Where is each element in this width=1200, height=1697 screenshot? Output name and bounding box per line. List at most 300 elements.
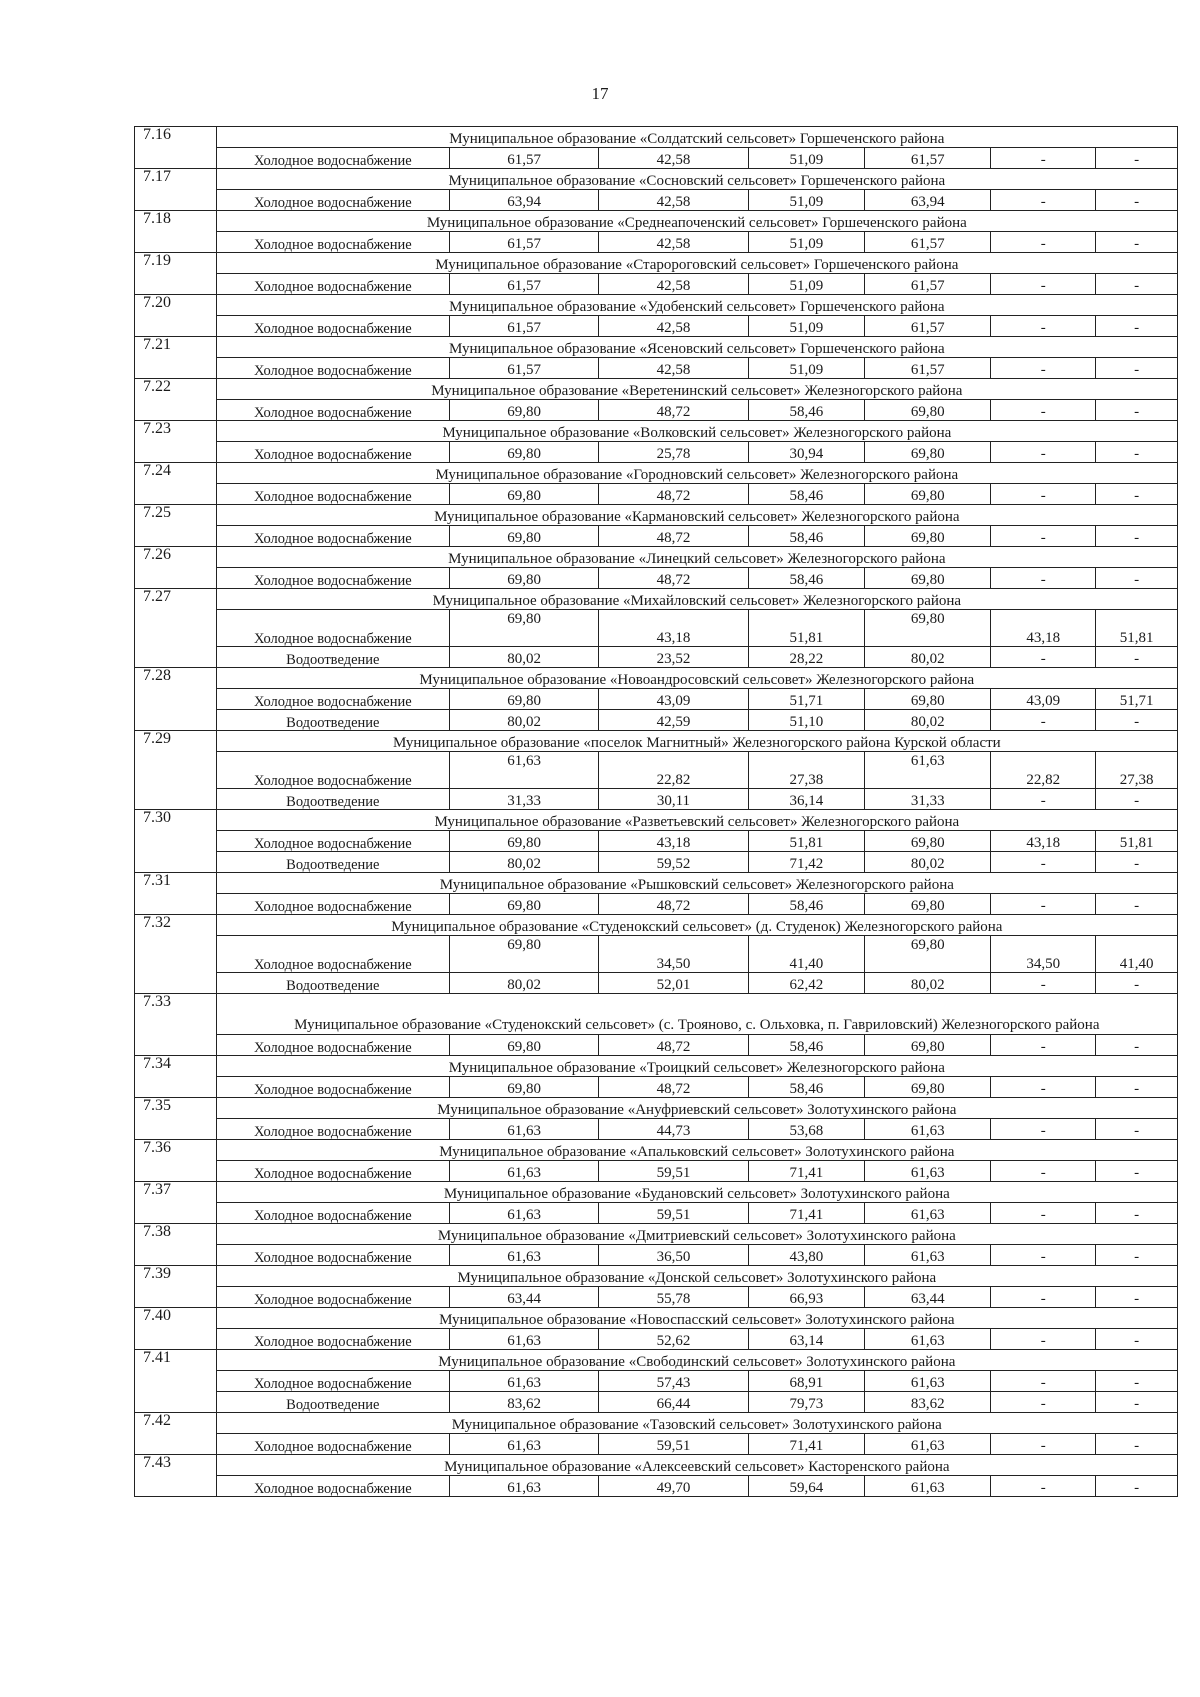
service-row bbox=[135, 190, 1178, 211]
municipality-name: Муниципальное образование «поселок Магнитный» Железногорского района Курской области bbox=[216, 731, 1177, 752]
tariff-value-v4: 69,80 bbox=[865, 1035, 991, 1056]
tariff-value-v5: - bbox=[991, 274, 1096, 295]
tariff-value-v5: 43,18 bbox=[991, 610, 1096, 647]
tariff-value-v4: 80,02 bbox=[865, 647, 991, 668]
tariff-value-v6: - bbox=[1096, 789, 1178, 810]
tariff-value-v5: - bbox=[991, 1161, 1096, 1182]
tariff-value-v1: 61,63 bbox=[449, 1371, 598, 1392]
tariff-value-v4: 61,57 bbox=[865, 148, 991, 169]
tariff-value-v1: 80,02 bbox=[449, 710, 598, 731]
municipality-name: Муниципальное образование «Удобенский сельсовет» Горшеченского района bbox=[216, 295, 1177, 316]
service-name: Водоотведение bbox=[216, 973, 449, 994]
service-row bbox=[135, 852, 1178, 873]
municipality-row bbox=[135, 337, 1178, 358]
tariff-value-v4: 61,57 bbox=[865, 274, 991, 295]
municipality-name: Муниципальное образование «Новоспасский сельсовет» Золотухинского района bbox=[216, 1308, 1177, 1329]
service-name: Холодное водоснабжение bbox=[216, 1434, 449, 1455]
service-name: Холодное водоснабжение bbox=[216, 689, 449, 710]
municipality-row bbox=[135, 1056, 1178, 1077]
tariff-value-v2: 25,78 bbox=[599, 442, 748, 463]
service-row bbox=[135, 1035, 1178, 1056]
tariff-value-v6: - bbox=[1096, 1245, 1178, 1266]
service-name: Холодное водоснабжение bbox=[216, 1371, 449, 1392]
tariff-value-v5: - bbox=[991, 148, 1096, 169]
service-name: Холодное водоснабжение bbox=[216, 831, 449, 852]
row-code: 7.24 bbox=[135, 463, 217, 505]
tariff-value-v1: 61,63 bbox=[449, 1119, 598, 1140]
tariff-value-v4: 61,63 bbox=[865, 1434, 991, 1455]
tariff-value-v3: 41,40 bbox=[748, 936, 865, 973]
service-name: Холодное водоснабжение bbox=[216, 148, 449, 169]
municipality-row bbox=[135, 127, 1178, 148]
tariff-value-v5: - bbox=[991, 1119, 1096, 1140]
row-code: 7.16 bbox=[135, 127, 217, 169]
tariff-value-v4: 61,57 bbox=[865, 358, 991, 379]
tariff-value-v3: 79,73 bbox=[748, 1392, 865, 1413]
service-row bbox=[135, 358, 1178, 379]
row-code: 7.19 bbox=[135, 253, 217, 295]
service-row bbox=[135, 973, 1178, 994]
service-row bbox=[135, 936, 1178, 973]
tariff-value-v2: 42,58 bbox=[599, 358, 748, 379]
tariff-value-v6: 41,40 bbox=[1096, 936, 1178, 973]
tariff-value-v5: - bbox=[991, 852, 1096, 873]
municipality-row bbox=[135, 1098, 1178, 1119]
tariff-value-v3: 51,09 bbox=[748, 274, 865, 295]
tariff-value-v1: 61,63 bbox=[449, 1245, 598, 1266]
municipality-row bbox=[135, 1455, 1178, 1476]
municipality-name: Муниципальное образование «Рышковский сельсовет» Железногорского района bbox=[216, 873, 1177, 894]
service-row bbox=[135, 789, 1178, 810]
tariff-value-v6: - bbox=[1096, 526, 1178, 547]
municipality-row bbox=[135, 1140, 1178, 1161]
tariff-value-v4: 69,80 bbox=[865, 689, 991, 710]
tariff-value-v5: - bbox=[991, 232, 1096, 253]
tariff-value-v5: - bbox=[991, 1434, 1096, 1455]
tariff-value-v4: 63,44 bbox=[865, 1287, 991, 1308]
tariff-value-v1: 69,80 bbox=[449, 484, 598, 505]
municipality-name: Муниципальное образование «Новоандросовский сельсовет» Железногорского района bbox=[216, 668, 1177, 689]
tariff-value-v6: - bbox=[1096, 1392, 1178, 1413]
municipality-row bbox=[135, 589, 1178, 610]
service-row bbox=[135, 689, 1178, 710]
row-code: 7.20 bbox=[135, 295, 217, 337]
page-number: 17 bbox=[591, 84, 609, 103]
row-code: 7.26 bbox=[135, 547, 217, 589]
service-row bbox=[135, 1119, 1178, 1140]
service-row bbox=[135, 1203, 1178, 1224]
tariff-value-v5: 34,50 bbox=[991, 936, 1096, 973]
tariff-value-v3: 71,41 bbox=[748, 1434, 865, 1455]
service-name: Холодное водоснабжение bbox=[216, 1287, 449, 1308]
tariff-value-v4: 61,57 bbox=[865, 316, 991, 337]
tariff-value-v5: 43,09 bbox=[991, 689, 1096, 710]
tariff-value-v4: 69,80 bbox=[865, 526, 991, 547]
tariff-value-v1: 69,80 bbox=[449, 894, 598, 915]
tariff-value-v6: - bbox=[1096, 232, 1178, 253]
municipality-row bbox=[135, 1224, 1178, 1245]
service-name: Холодное водоснабжение bbox=[216, 936, 449, 973]
tariff-value-v2: 43,18 bbox=[599, 610, 748, 647]
tariff-value-v5: 43,18 bbox=[991, 831, 1096, 852]
tariff-value-v4: 69,80 bbox=[865, 568, 991, 589]
row-code: 7.17 bbox=[135, 169, 217, 211]
tariff-value-v2: 22,82 bbox=[599, 752, 748, 789]
tariff-value-v3: 71,42 bbox=[748, 852, 865, 873]
row-code: 7.18 bbox=[135, 211, 217, 253]
tariff-value-v5: - bbox=[991, 358, 1096, 379]
tariff-value-v4: 69,80 bbox=[865, 442, 991, 463]
tariff-value-v6: - bbox=[1096, 710, 1178, 731]
service-name: Холодное водоснабжение bbox=[216, 358, 449, 379]
tariff-value-v6: - bbox=[1096, 1077, 1178, 1098]
tariff-value-v1: 83,62 bbox=[449, 1392, 598, 1413]
table-body bbox=[135, 127, 1178, 1497]
tariff-value-v5: - bbox=[991, 710, 1096, 731]
tariff-value-v6: - bbox=[1096, 442, 1178, 463]
tariff-value-v1: 61,63 bbox=[449, 752, 598, 789]
service-row bbox=[135, 568, 1178, 589]
municipality-name: Муниципальное образование «Апальковский сельсовет» Золотухинского района bbox=[216, 1140, 1177, 1161]
municipality-row bbox=[135, 994, 1178, 1035]
tariff-value-v6: - bbox=[1096, 1203, 1178, 1224]
municipality-name: Муниципальное образование «Ясеновский сельсовет» Горшеченского района bbox=[216, 337, 1177, 358]
tariff-value-v1: 61,57 bbox=[449, 148, 598, 169]
municipality-name: Муниципальное образование «Разветьевский сельсовет» Железногорского района bbox=[216, 810, 1177, 831]
tariff-value-v3: 51,09 bbox=[748, 232, 865, 253]
service-row bbox=[135, 1245, 1178, 1266]
tariff-value-v3: 51,10 bbox=[748, 710, 865, 731]
tariff-value-v3: 58,46 bbox=[748, 1035, 865, 1056]
service-row bbox=[135, 1476, 1178, 1497]
service-name: Холодное водоснабжение bbox=[216, 1329, 449, 1350]
tariff-value-v3: 58,46 bbox=[748, 894, 865, 915]
service-row bbox=[135, 316, 1178, 337]
tariff-value-v5: - bbox=[991, 973, 1096, 994]
tariff-value-v1: 61,57 bbox=[449, 358, 598, 379]
tariff-value-v3: 59,64 bbox=[748, 1476, 865, 1497]
tariff-value-v1: 80,02 bbox=[449, 973, 598, 994]
tariff-value-v1: 61,57 bbox=[449, 232, 598, 253]
tariff-value-v6: - bbox=[1096, 973, 1178, 994]
municipality-row bbox=[135, 1350, 1178, 1371]
service-name: Холодное водоснабжение bbox=[216, 526, 449, 547]
row-code: 7.39 bbox=[135, 1266, 217, 1308]
tariff-value-v2: 52,01 bbox=[599, 973, 748, 994]
service-row bbox=[135, 1329, 1178, 1350]
row-code: 7.22 bbox=[135, 379, 217, 421]
service-name: Холодное водоснабжение bbox=[216, 1476, 449, 1497]
row-code: 7.28 bbox=[135, 668, 217, 731]
municipality-name: Муниципальное образование «Михайловский сельсовет» Железногорского района bbox=[216, 589, 1177, 610]
tariff-value-v4: 80,02 bbox=[865, 852, 991, 873]
service-name: Водоотведение bbox=[216, 647, 449, 668]
tariff-value-v4: 61,63 bbox=[865, 1371, 991, 1392]
tariff-value-v4: 69,80 bbox=[865, 484, 991, 505]
tariff-value-v1: 69,80 bbox=[449, 400, 598, 421]
municipality-row bbox=[135, 873, 1178, 894]
tariff-value-v3: 58,46 bbox=[748, 526, 865, 547]
row-code: 7.27 bbox=[135, 589, 217, 668]
tariff-value-v5: - bbox=[991, 484, 1096, 505]
service-row bbox=[135, 526, 1178, 547]
tariff-value-v6: 51,81 bbox=[1096, 610, 1178, 647]
service-name: Холодное водоснабжение bbox=[216, 610, 449, 647]
tariff-value-v5: - bbox=[991, 894, 1096, 915]
tariff-value-v5: - bbox=[991, 647, 1096, 668]
municipality-row bbox=[135, 1308, 1178, 1329]
service-row bbox=[135, 894, 1178, 915]
municipality-name: Муниципальное образование «Сосновский сельсовет» Горшеченского района bbox=[216, 169, 1177, 190]
tariff-value-v3: 58,46 bbox=[748, 400, 865, 421]
service-row bbox=[135, 1077, 1178, 1098]
service-name: Водоотведение bbox=[216, 710, 449, 731]
row-code: 7.41 bbox=[135, 1350, 217, 1413]
tariff-value-v5: - bbox=[991, 1203, 1096, 1224]
service-row bbox=[135, 1287, 1178, 1308]
tariff-value-v2: 42,58 bbox=[599, 316, 748, 337]
tariff-value-v2: 59,52 bbox=[599, 852, 748, 873]
municipality-name: Муниципальное образование «Троицкий сельсовет» Железногорского района bbox=[216, 1056, 1177, 1077]
service-name: Водоотведение bbox=[216, 852, 449, 873]
tariff-value-v4: 61,63 bbox=[865, 752, 991, 789]
municipality-row bbox=[135, 1182, 1178, 1203]
tariff-value-v6: - bbox=[1096, 1161, 1178, 1182]
service-row bbox=[135, 610, 1178, 647]
municipality-row bbox=[135, 1266, 1178, 1287]
tariff-value-v6: - bbox=[1096, 1371, 1178, 1392]
tariff-value-v6: - bbox=[1096, 647, 1178, 668]
service-row bbox=[135, 274, 1178, 295]
municipality-name: Муниципальное образование «Студенокский сельсовет» (с. Трояново, с. Ольховка, п. Гавриловский) Железногорского района bbox=[216, 994, 1177, 1035]
municipality-name: Муниципальное образование «Дмитриевский сельсовет» Золотухинского района bbox=[216, 1224, 1177, 1245]
tariff-value-v3: 51,09 bbox=[748, 358, 865, 379]
tariff-value-v1: 69,80 bbox=[449, 568, 598, 589]
tariff-value-v3: 51,71 bbox=[748, 689, 865, 710]
tariff-value-v1: 80,02 bbox=[449, 647, 598, 668]
tariff-value-v4: 69,80 bbox=[865, 894, 991, 915]
tariff-value-v3: 71,41 bbox=[748, 1161, 865, 1182]
tariff-value-v3: 58,46 bbox=[748, 1077, 865, 1098]
tariff-value-v3: 71,41 bbox=[748, 1203, 865, 1224]
tariff-value-v1: 69,80 bbox=[449, 526, 598, 547]
municipality-name: Муниципальное образование «Тазовский сельсовет» Золотухинского района bbox=[216, 1413, 1177, 1434]
row-code: 7.34 bbox=[135, 1056, 217, 1098]
tariff-value-v1: 61,63 bbox=[449, 1476, 598, 1497]
tariff-value-v4: 80,02 bbox=[865, 710, 991, 731]
tariff-value-v1: 69,80 bbox=[449, 1035, 598, 1056]
tariff-value-v2: 42,58 bbox=[599, 274, 748, 295]
service-name: Холодное водоснабжение bbox=[216, 484, 449, 505]
row-code: 7.33 bbox=[135, 994, 217, 1056]
tariff-value-v5: - bbox=[991, 400, 1096, 421]
service-name: Холодное водоснабжение bbox=[216, 232, 449, 253]
tariff-value-v3: 43,80 bbox=[748, 1245, 865, 1266]
tariff-value-v1: 69,80 bbox=[449, 610, 598, 647]
service-row bbox=[135, 442, 1178, 463]
municipality-name: Муниципальное образование «Солдатский сельсовет» Горшеченского района bbox=[216, 127, 1177, 148]
tariff-value-v4: 61,63 bbox=[865, 1476, 991, 1497]
municipality-name: Муниципальное образование «Городновский сельсовет» Железногорского района bbox=[216, 463, 1177, 484]
municipality-row bbox=[135, 379, 1178, 400]
tariff-value-v6: - bbox=[1096, 484, 1178, 505]
service-name: Холодное водоснабжение bbox=[216, 442, 449, 463]
tariff-value-v2: 52,62 bbox=[599, 1329, 748, 1350]
service-row bbox=[135, 400, 1178, 421]
tariff-table bbox=[134, 126, 1178, 1497]
tariff-value-v5: - bbox=[991, 316, 1096, 337]
tariff-value-v5: - bbox=[991, 1371, 1096, 1392]
service-name: Холодное водоснабжение bbox=[216, 752, 449, 789]
municipality-name: Муниципальное образование «Кармановский сельсовет» Железногорского района bbox=[216, 505, 1177, 526]
tariff-value-v4: 69,80 bbox=[865, 400, 991, 421]
tariff-value-v2: 57,43 bbox=[599, 1371, 748, 1392]
row-code: 7.30 bbox=[135, 810, 217, 873]
tariff-value-v2: 59,51 bbox=[599, 1203, 748, 1224]
tariff-value-v2: 48,72 bbox=[599, 894, 748, 915]
tariff-value-v3: 27,38 bbox=[748, 752, 865, 789]
tariff-value-v1: 61,63 bbox=[449, 1203, 598, 1224]
service-name: Холодное водоснабжение bbox=[216, 1077, 449, 1098]
tariff-value-v6: - bbox=[1096, 358, 1178, 379]
municipality-name: Муниципальное образование «Волковский сельсовет» Железногорского района bbox=[216, 421, 1177, 442]
municipality-name: Муниципальное образование «Ануфриевский сельсовет» Золотухинского района bbox=[216, 1098, 1177, 1119]
service-row bbox=[135, 831, 1178, 852]
service-name: Холодное водоснабжение bbox=[216, 1161, 449, 1182]
service-row bbox=[135, 1371, 1178, 1392]
service-name: Холодное водоснабжение bbox=[216, 1035, 449, 1056]
service-name: Холодное водоснабжение bbox=[216, 568, 449, 589]
tariff-value-v6: 51,71 bbox=[1096, 689, 1178, 710]
tariff-value-v2: 66,44 bbox=[599, 1392, 748, 1413]
municipality-row bbox=[135, 547, 1178, 568]
tariff-value-v6: 27,38 bbox=[1096, 752, 1178, 789]
municipality-name: Муниципальное образование «Среднеапоченский сельсовет» Горшеченского района bbox=[216, 211, 1177, 232]
tariff-value-v5: 22,82 bbox=[991, 752, 1096, 789]
tariff-value-v6: - bbox=[1096, 1329, 1178, 1350]
tariff-value-v5: - bbox=[991, 526, 1096, 547]
municipality-name: Муниципальное образование «Будановский сельсовет» Золотухинского района bbox=[216, 1182, 1177, 1203]
tariff-value-v6: - bbox=[1096, 894, 1178, 915]
tariff-value-v6: - bbox=[1096, 1119, 1178, 1140]
service-row bbox=[135, 232, 1178, 253]
row-code: 7.29 bbox=[135, 731, 217, 810]
tariff-value-v3: 62,42 bbox=[748, 973, 865, 994]
tariff-value-v4: 80,02 bbox=[865, 973, 991, 994]
municipality-row bbox=[135, 810, 1178, 831]
tariff-value-v6: - bbox=[1096, 1434, 1178, 1455]
tariff-value-v2: 43,18 bbox=[599, 831, 748, 852]
tariff-value-v4: 69,80 bbox=[865, 1077, 991, 1098]
municipality-name: Муниципальное образование «Алексеевский сельсовет» Касторенского района bbox=[216, 1455, 1177, 1476]
tariff-value-v2: 44,73 bbox=[599, 1119, 748, 1140]
tariff-value-v5: - bbox=[991, 1077, 1096, 1098]
tariff-value-v5: - bbox=[991, 1329, 1096, 1350]
municipality-name: Муниципальное образование «Свободинский сельсовет» Золотухинского района bbox=[216, 1350, 1177, 1371]
tariff-value-v6: - bbox=[1096, 190, 1178, 211]
tariff-value-v1: 69,80 bbox=[449, 831, 598, 852]
tariff-value-v3: 51,81 bbox=[748, 831, 865, 852]
tariff-value-v1: 61,63 bbox=[449, 1434, 598, 1455]
tariff-value-v2: 48,72 bbox=[599, 484, 748, 505]
tariff-value-v4: 69,80 bbox=[865, 831, 991, 852]
tariff-value-v1: 63,44 bbox=[449, 1287, 598, 1308]
tariff-value-v3: 51,09 bbox=[748, 190, 865, 211]
tariff-value-v4: 61,63 bbox=[865, 1161, 991, 1182]
service-name: Холодное водоснабжение bbox=[216, 400, 449, 421]
row-code: 7.32 bbox=[135, 915, 217, 994]
row-code: 7.42 bbox=[135, 1413, 217, 1455]
row-code: 7.37 bbox=[135, 1182, 217, 1224]
municipality-name: Муниципальное образование «Веретенинский сельсовет» Железногорского района bbox=[216, 379, 1177, 400]
service-row bbox=[135, 647, 1178, 668]
tariff-value-v5: - bbox=[991, 1035, 1096, 1056]
tariff-value-v1: 80,02 bbox=[449, 852, 598, 873]
tariff-value-v6: - bbox=[1096, 274, 1178, 295]
row-code: 7.35 bbox=[135, 1098, 217, 1140]
row-code: 7.43 bbox=[135, 1455, 217, 1497]
tariff-value-v6: - bbox=[1096, 1476, 1178, 1497]
tariff-value-v2: 48,72 bbox=[599, 1035, 748, 1056]
tariff-value-v4: 61,63 bbox=[865, 1203, 991, 1224]
row-code: 7.23 bbox=[135, 421, 217, 463]
tariff-value-v2: 42,58 bbox=[599, 148, 748, 169]
municipality-name: Муниципальное образование «Студенокский сельсовет» (д. Студенок) Железногорского района bbox=[216, 915, 1177, 936]
tariff-value-v3: 53,68 bbox=[748, 1119, 865, 1140]
service-name: Холодное водоснабжение bbox=[216, 894, 449, 915]
tariff-value-v2: 48,72 bbox=[599, 568, 748, 589]
tariff-value-v2: 42,59 bbox=[599, 710, 748, 731]
tariff-value-v2: 36,50 bbox=[599, 1245, 748, 1266]
row-code: 7.21 bbox=[135, 337, 217, 379]
municipality-row bbox=[135, 253, 1178, 274]
tariff-value-v1: 69,80 bbox=[449, 1077, 598, 1098]
service-name: Холодное водоснабжение bbox=[216, 1119, 449, 1140]
tariff-value-v5: - bbox=[991, 442, 1096, 463]
municipality-row bbox=[135, 915, 1178, 936]
tariff-value-v2: 49,70 bbox=[599, 1476, 748, 1497]
municipality-name: Муниципальное образование «Линецкий сельсовет» Железногорского района bbox=[216, 547, 1177, 568]
row-code: 7.40 bbox=[135, 1308, 217, 1350]
tariff-value-v5: - bbox=[991, 1476, 1096, 1497]
tariff-value-v3: 51,81 bbox=[748, 610, 865, 647]
tariff-value-v3: 51,09 bbox=[748, 148, 865, 169]
tariff-value-v3: 30,94 bbox=[748, 442, 865, 463]
tariff-value-v5: - bbox=[991, 1245, 1096, 1266]
municipality-row bbox=[135, 295, 1178, 316]
service-name: Холодное водоснабжение bbox=[216, 1203, 449, 1224]
service-name: Водоотведение bbox=[216, 789, 449, 810]
municipality-row bbox=[135, 731, 1178, 752]
row-code: 7.36 bbox=[135, 1140, 217, 1182]
tariff-value-v3: 63,14 bbox=[748, 1329, 865, 1350]
tariff-value-v4: 63,94 bbox=[865, 190, 991, 211]
tariff-value-v1: 63,94 bbox=[449, 190, 598, 211]
service-row bbox=[135, 484, 1178, 505]
tariff-value-v1: 69,80 bbox=[449, 442, 598, 463]
row-code: 7.25 bbox=[135, 505, 217, 547]
tariff-value-v5: - bbox=[991, 789, 1096, 810]
tariff-value-v5: - bbox=[991, 1287, 1096, 1308]
tariff-value-v4: 61,63 bbox=[865, 1329, 991, 1350]
tariff-value-v2: 48,72 bbox=[599, 1077, 748, 1098]
tariff-value-v1: 69,80 bbox=[449, 689, 598, 710]
municipality-name: Муниципальное образование «Донской сельсовет» Золотухинского района bbox=[216, 1266, 1177, 1287]
service-row bbox=[135, 148, 1178, 169]
tariff-value-v4: 83,62 bbox=[865, 1392, 991, 1413]
municipality-row bbox=[135, 1413, 1178, 1434]
tariff-value-v5: - bbox=[991, 1392, 1096, 1413]
